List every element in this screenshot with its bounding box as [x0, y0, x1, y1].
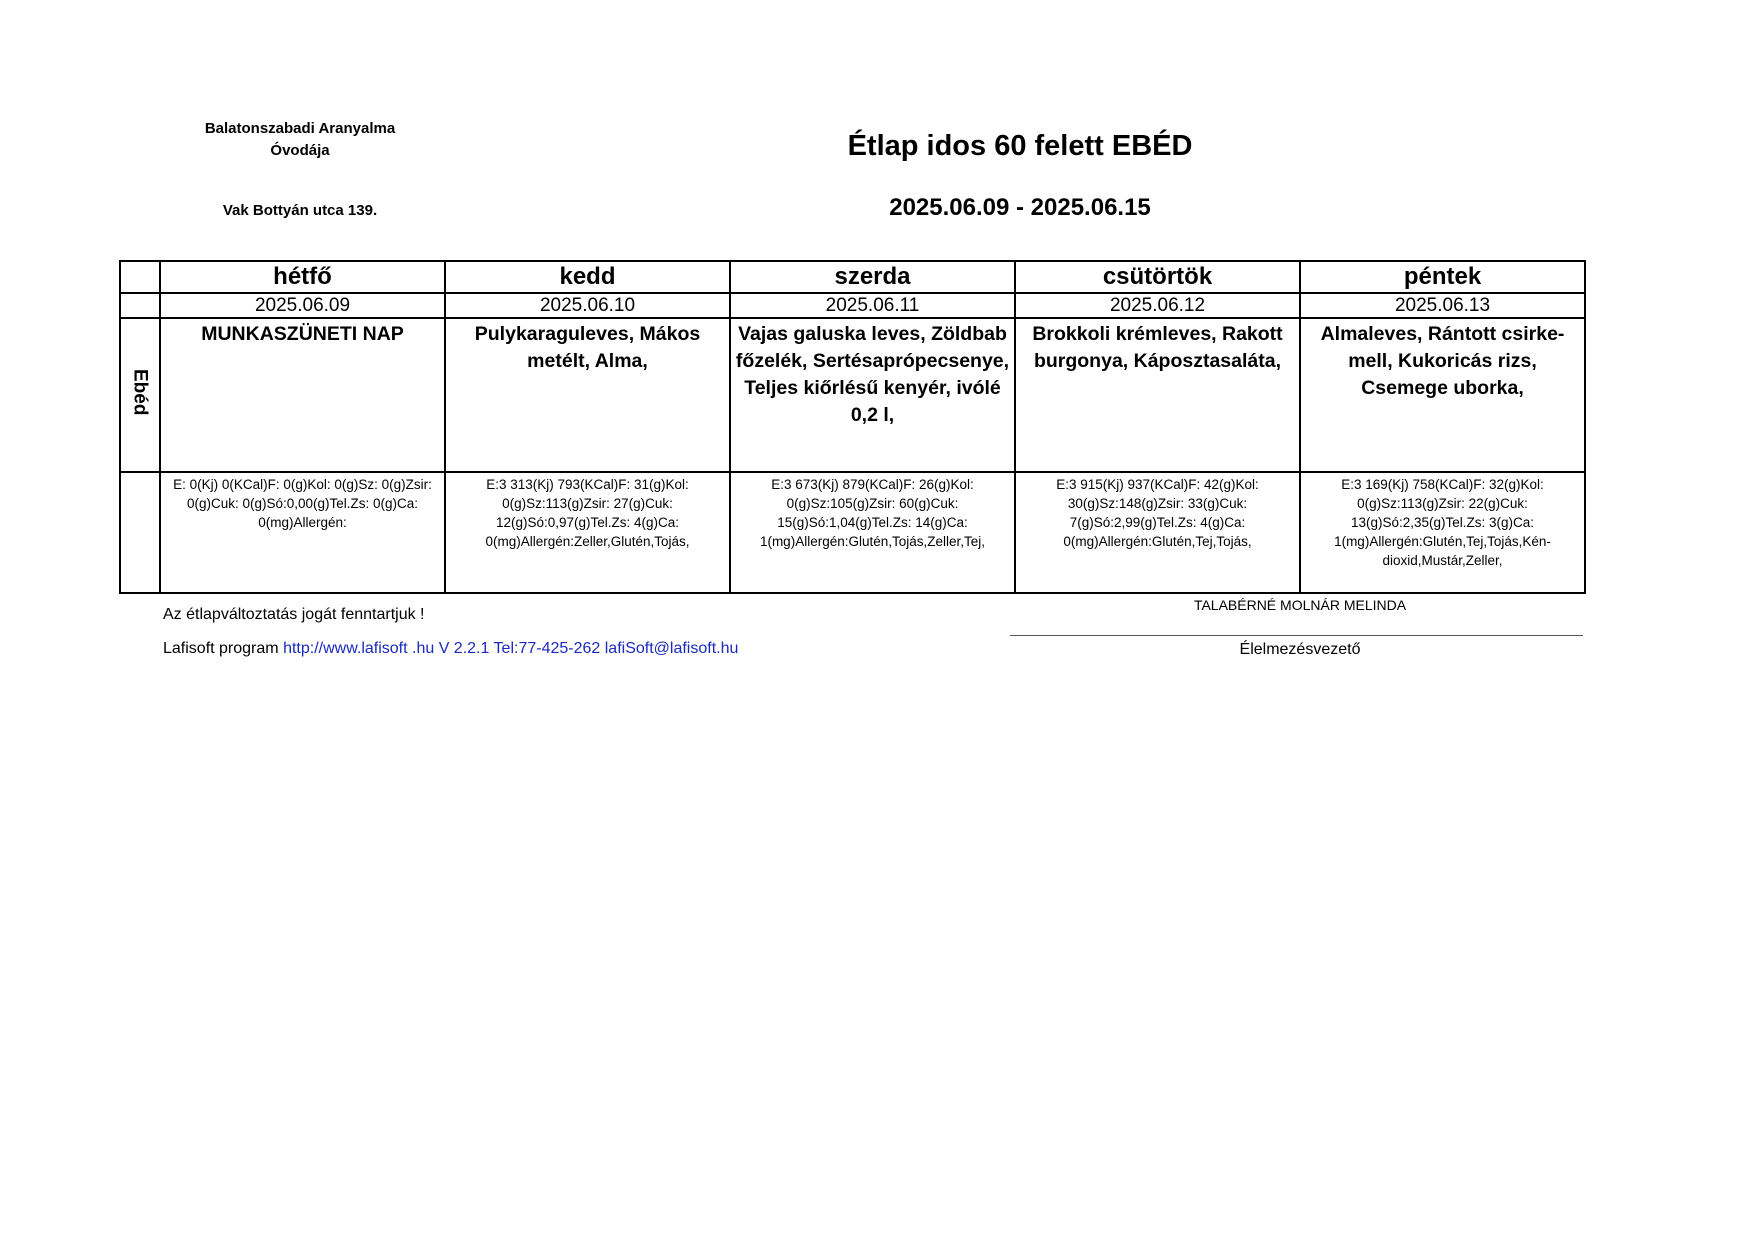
software-link[interactable]: http://www.lafisoft .hu V 2.2.1 Tel:77-425-262 lafiSoft@lafisoft.hu [283, 640, 739, 657]
day-name-friday: péntek [1300, 261, 1585, 293]
corner-cell [120, 472, 160, 593]
nutrition-text: E: 0(Kj) 0(KCal)F: 0(g)Kol: 0(g)Sz: 0(g)Zsir: 0(g)Cuk: 0(g)Só:0,00(g)Tel.Zs: 0(g)Ca: 0(mg)Allergén: [173, 477, 432, 530]
nutrition-cell-thursday [1015, 472, 1300, 593]
meal-cell-wednesday [730, 318, 1015, 472]
row-label-lunch: Ebéd [129, 368, 151, 416]
day-header-row [120, 261, 1585, 293]
meal-text: Brokkoli krémleves, Rakott burgonya, Káposztasaláta, [1032, 323, 1283, 372]
nutrition-row [120, 472, 1585, 593]
meal-text: Vajas galuska leves, Zöldbab főzelék, Sertésaprópecsenye, Teljes kiőrlésű kenyér, ivólé 0,2 l, [735, 323, 1010, 426]
date-row [120, 293, 1585, 318]
date-range: 2025.06.09 - 2025.06.15 [889, 194, 1151, 221]
institution-address: Vak Bottyán utca 139. [222, 202, 378, 219]
nutrition-text: E:3 313(Kj) 793(KCal)F: 31(g)Kol: 0(g)Sz:113(g)Zsir: 27(g)Cuk: 12(g)Só:0,97(g)Tel.Zs: 4(g)Ca: 0(mg)Allergén:Zeller,Glutén,Tojás, [485, 477, 690, 549]
change-notice: Az étlapváltoztatás jogát fenntartjuk ! [163, 606, 425, 623]
institution-name: Balatonszabadi Aranyalma Óvodája [204, 120, 396, 159]
meal-text: Pulykaraguleves, Mákos metélt, Alma, [474, 323, 701, 372]
menu-table [119, 260, 1586, 594]
software-credit [163, 640, 738, 658]
day-name-tuesday: kedd [445, 261, 730, 293]
nutrition-text: E:3 915(Kj) 937(KCal)F: 42(g)Kol: 30(g)Sz:148(g)Zsir: 33(g)Cuk: 7(g)Só:2,99(g)Tel.Zs: 4(g)Ca: 0(mg)Allergén:Glutén,Tej,Tojás, [1056, 477, 1259, 549]
corner-cell [120, 261, 160, 293]
day-name-thursday: csütörtök [1015, 261, 1300, 293]
meal-text: Almaleves, Rántott csirke-mell, Kukoricás rizs, Csemege uborka, [1320, 323, 1565, 399]
meal-cell-friday [1300, 318, 1585, 472]
meal-row [120, 318, 1585, 472]
day-date-thursday: 2025.06.12 [1015, 293, 1300, 318]
meal-cell-tuesday [445, 318, 730, 472]
page-title: Étlap idos 60 felett EBÉD [847, 130, 1193, 162]
meal-text: MUNKASZÜNETI NAP [201, 323, 404, 345]
day-date-friday: 2025.06.13 [1300, 293, 1585, 318]
nutrition-cell-friday [1300, 472, 1585, 593]
signature-line [1010, 635, 1583, 636]
day-date-tuesday: 2025.06.10 [445, 293, 730, 318]
day-date-wednesday: 2025.06.11 [730, 293, 1015, 318]
day-name-wednesday: szerda [730, 261, 1015, 293]
signature-role: Élelmezésvezető [1239, 641, 1361, 658]
signature-name: TALABÉRNÉ MOLNÁR MELINDA [1193, 597, 1407, 613]
nutrition-text: E:3 673(Kj) 879(KCal)F: 26(g)Kol: 0(g)Sz:105(g)Zsir: 60(g)Cuk: 15(g)Só:1,04(g)Tel.Zs: 14(g)Ca: 1(mg)Allergén:Glutén,Tojás,Zeller,Tej, [759, 477, 986, 549]
software-prefix: Lafisoft program [163, 640, 279, 657]
corner-cell [120, 293, 160, 318]
meal-cell-monday [160, 318, 445, 472]
meal-cell-thursday [1015, 318, 1300, 472]
day-name-monday: hétfő [160, 261, 445, 293]
nutrition-cell-wednesday [730, 472, 1015, 593]
day-date-monday: 2025.06.09 [160, 293, 445, 318]
nutrition-text: E:3 169(Kj) 758(KCal)F: 32(g)Kol: 0(g)Sz:113(g)Zsir: 22(g)Cuk: 13(g)Só:2,35(g)Tel.Zs: 3(g)Ca: 1(mg)Allergén:Glutén,Tej,Tojás,Kén-dioxid,Mustár,Zeller, [1334, 477, 1551, 568]
nutrition-cell-monday [160, 472, 445, 593]
nutrition-cell-tuesday [445, 472, 730, 593]
row-label-cell [120, 318, 160, 472]
